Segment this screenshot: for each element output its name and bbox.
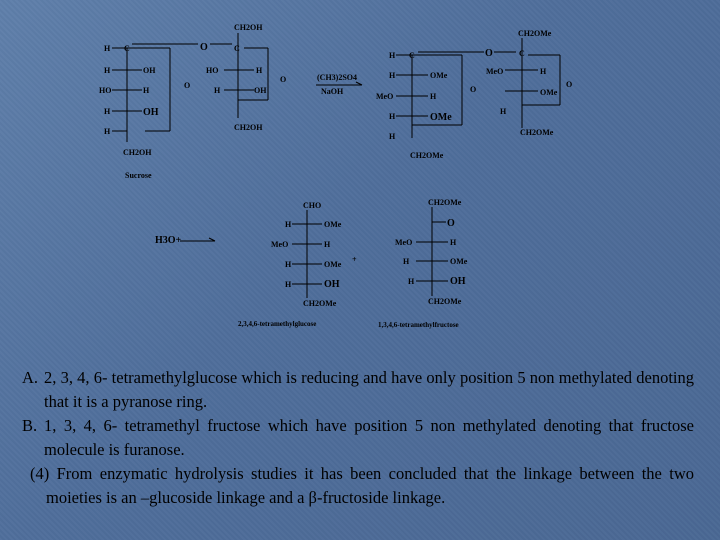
explanation-text <box>22 366 694 510</box>
tmg-r5-right: OH <box>324 279 340 290</box>
sucrose-fru-top: CH2OH <box>234 23 263 32</box>
methylated-bridge-oxygen: O <box>485 48 493 59</box>
methylated-fru-r3-right: H <box>540 67 547 76</box>
sucrose-fru-r4-right: OH <box>254 86 267 95</box>
methylation-step <box>316 73 362 96</box>
sucrose-glu-ring-oxygen: O <box>184 81 191 90</box>
methylated-glu-ring-oxygen: O <box>470 85 477 94</box>
point-a-body: 2, 3, 4, 6- tetramethylglucose which is reducing and have only position 5 non methylated denoting that it is a pyranose ring. <box>44 368 694 411</box>
methylated-glu-r4-left: H <box>389 112 396 121</box>
methylated-glu-r2-right: OMe <box>430 71 448 80</box>
tmg-r4-left: H <box>285 260 292 269</box>
methylated-glu-r3-right: H <box>430 92 437 101</box>
sucrose-glu-r3-left: HO <box>99 86 112 95</box>
tetramethylglucose-structure <box>238 201 342 328</box>
sucrose-glu-bottom: CH2OH <box>123 148 152 157</box>
point-4-marker: (4) <box>30 464 50 483</box>
sucrose-bridge-oxygen: O <box>200 42 208 53</box>
tmf-top: CH2OMe <box>428 198 462 207</box>
methylated-fru-ring-oxygen: O <box>566 80 573 89</box>
tmf-r4-left: H <box>403 257 410 266</box>
sucrose-glu-c1: C <box>124 44 130 53</box>
tmg-r2-right: OMe <box>324 220 342 229</box>
methylated-fru-r4-left: H <box>500 107 507 116</box>
methylated-fru-r3-left: MeO <box>486 67 504 76</box>
tmg-bottom: CH2OMe <box>303 299 337 308</box>
tmg-top: CHO <box>303 201 322 210</box>
sucrose-glu-top: H <box>104 44 111 53</box>
tmg-r4-right: OMe <box>324 260 342 269</box>
methylated-glu-r4-right: OMe <box>430 112 452 123</box>
point-b-marker: B. <box>22 416 38 435</box>
tmf-r3-right: H <box>450 238 457 247</box>
methylated-glu-r3-left: MeO <box>376 92 394 101</box>
tmg-r2-left: H <box>285 220 292 229</box>
methylated-fru-r4-right: OMe <box>540 88 558 97</box>
tmf-r3-left: MeO <box>395 238 413 247</box>
methylated-fru-bottom: CH2OMe <box>520 128 554 137</box>
point-4-body: From enzymatic hydrolysis studies it has been concluded that the linkage between the two moieties is an –glucoside linkage and a β-fructoside linkage. <box>46 464 694 507</box>
methylated-glu-r2-left: H <box>389 71 396 80</box>
sucrose-glu-r4-right: OH <box>143 107 159 118</box>
point-b <box>22 414 694 462</box>
tmg-name: 2,3,4,6-tetramethylglucose <box>238 320 317 328</box>
tmf-name: 1,3,4,6-tetramethylfructose <box>378 321 459 329</box>
sucrose-glu-r5-left: H <box>104 127 111 136</box>
sucrose-glu-r4-left: H <box>104 107 111 116</box>
tmf-r4-right: OMe <box>450 257 468 266</box>
tmg-r3-right: H <box>324 240 331 249</box>
point-a <box>22 366 694 414</box>
hydrolysis-reagent: H3O+ <box>155 235 182 246</box>
sucrose-structure <box>99 23 286 180</box>
tetramethylfructose-structure <box>378 198 468 329</box>
tmg-r5-left: H <box>285 280 292 289</box>
sucrose-fru-ring-oxygen: O <box>280 75 287 84</box>
methylation-base: NaOH <box>321 87 344 96</box>
point-a-marker: A. <box>22 368 39 387</box>
sucrose-fru-c2: C <box>234 44 240 53</box>
tmf-r5-left: H <box>408 277 415 286</box>
tmf-r5-right: OH <box>450 276 466 287</box>
methylated-fru-c2: C <box>519 49 525 58</box>
sucrose-name: Sucrose <box>125 171 152 180</box>
tmf-r2-right: O <box>447 218 455 229</box>
methylated-glu-bottom: CH2OMe <box>410 151 444 160</box>
sucrose-glu-r3-right: H <box>143 86 150 95</box>
point-b-body: 1, 3, 4, 6- tetramethyl fructose which have position 5 non methylated denoting that fructose molecule is furanose. <box>44 416 694 459</box>
plus-sign: + <box>352 255 357 264</box>
methylated-glu-r5-left: H <box>389 132 396 141</box>
methylated-glu-c1: C <box>409 51 415 60</box>
methylated-glu-top: H <box>389 51 396 60</box>
sucrose-fru-r3-right: H <box>256 66 263 75</box>
tmg-r3-left: MeO <box>271 240 289 249</box>
methylation-reagent: (CH3)2SO4 <box>317 73 357 82</box>
sucrose-fru-bottom: CH2OH <box>234 123 263 132</box>
sucrose-glu-r2-right: OH <box>143 66 156 75</box>
sucrose-fru-r3-left: HO <box>206 66 219 75</box>
point-4 <box>22 462 694 510</box>
sucrose-fru-r4-left: H <box>214 86 221 95</box>
methylated-sucrose-structure <box>376 29 572 160</box>
sucrose-glu-r2-left: H <box>104 66 111 75</box>
tmf-bottom: CH2OMe <box>428 297 462 306</box>
methylated-fru-top: CH2OMe <box>518 29 552 38</box>
